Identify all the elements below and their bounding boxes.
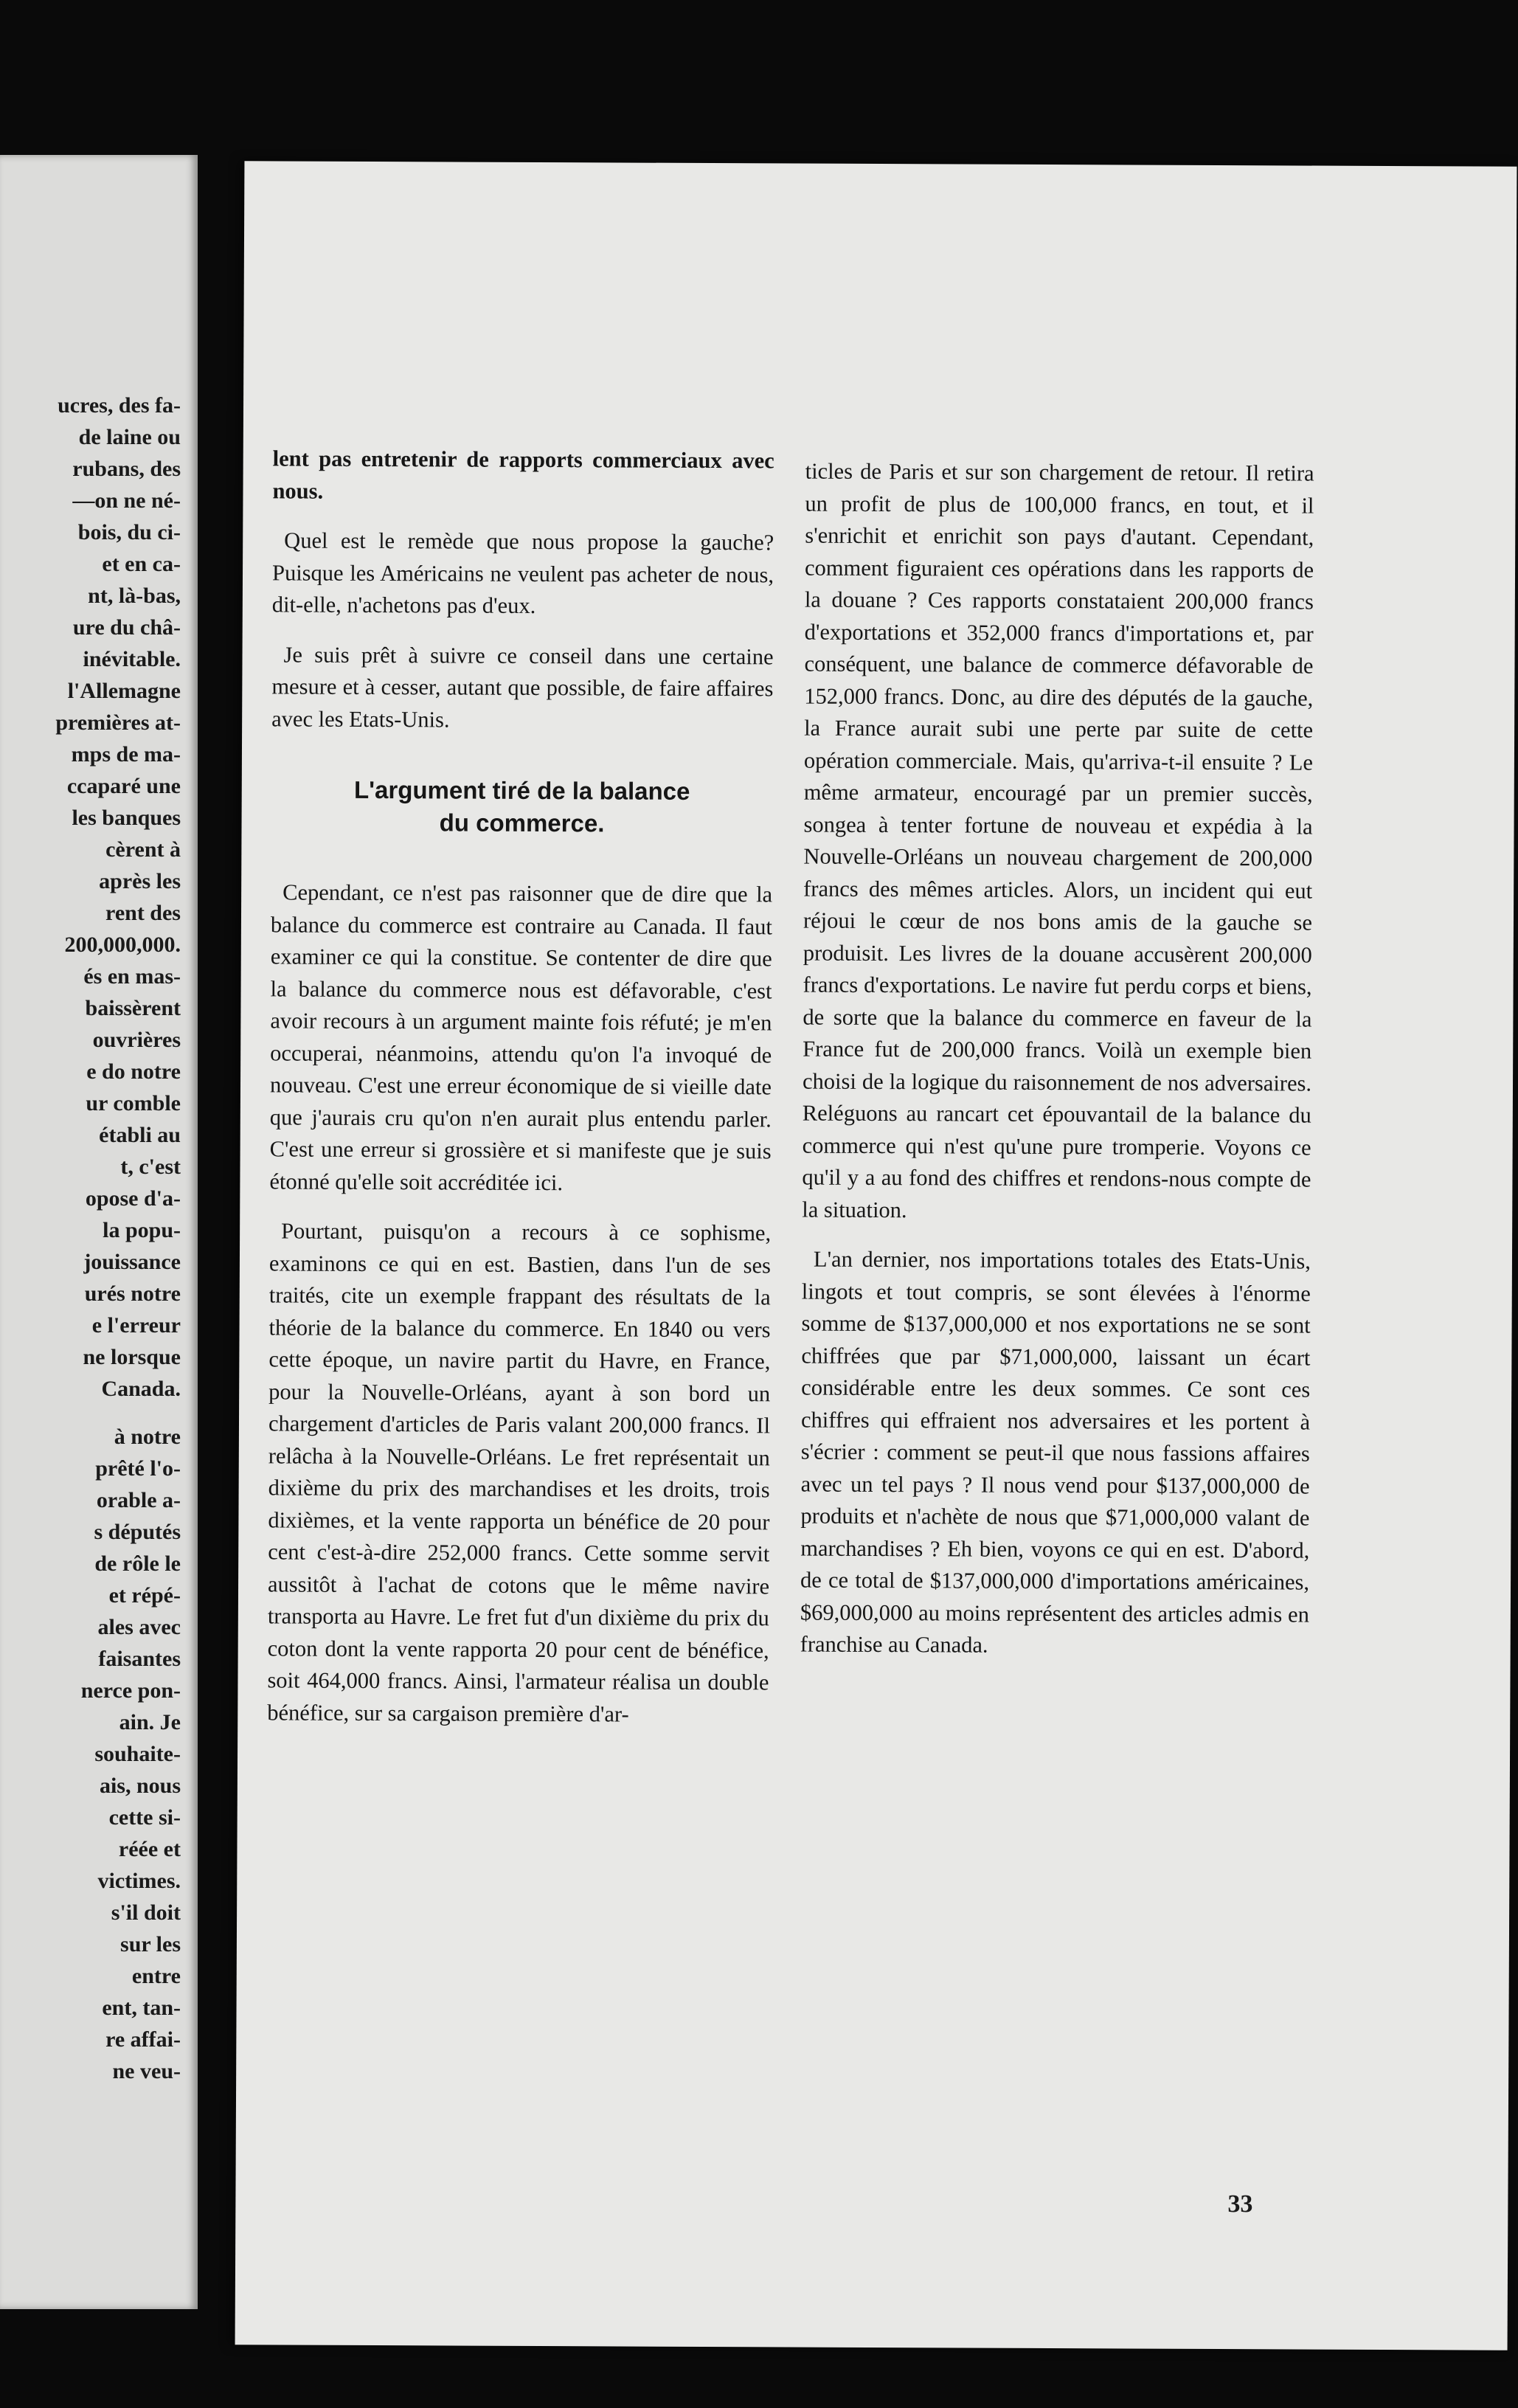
text-line: à notre <box>114 1425 181 1449</box>
paragraph: Quel est le remède que nous propose la gauche? Puisque les Américains ne veulent pas acheter de nous, dit-elle, n'achetons pas d'eux. <box>271 527 774 618</box>
text-line: Canada. <box>101 1377 181 1401</box>
paragraph: Je suis prêt à suivre ce conseil dans une certaine mesure et à cesser, autant que possible, de faire affaires avec les Etats-Unis. <box>271 641 774 732</box>
text-column-right <box>800 456 1314 1681</box>
text-line: ur comble <box>86 1091 181 1115</box>
text-line: réée et <box>118 1837 181 1861</box>
text-line: de rôle le <box>94 1551 181 1576</box>
text-line: ain. Je <box>119 1710 181 1734</box>
document-page <box>235 161 1517 2350</box>
text-line: opose d'a- <box>85 1186 181 1211</box>
text-line: orable a- <box>96 1488 181 1512</box>
paragraph: L'an dernier, nos importations totales des Etats-Unis, lingots et tout compris, se sont élevées à l'énorme somme de $137,000,000 et nos exportations ne se sont chiffrées que par $71,000,000, laissant un écart considérable entre les deux sommes. Ce sont ces chiffres qui effraient nos adversaires et les portent à s'écrier : comment se peut-il que nous fassions affaires avec un tel pays ? Il nous vend pour $137,000,000 de produits et n'achète de nous que $71,000,000 valant de marchandises ? Eh bien, voyons ce qui en est. D'abord, de ce total de $137,000,000 d'importations américaines, $69,000,000 au moins représentent des articles admis en franchise au Canada. <box>800 1246 1311 1658</box>
paragraph: Pourtant, puisqu'on a recours à ce sophisme, examinons ce qui en est. Bastien, dans l'un de ses traités, cite un exemple frappant des résultats de la théorie de la balance du commerce. En 1840 ou vers cette époque, un navire partit du Havre, en France, pour la Nouvelle-Orléans, ayant à son bord un chargement d'articles de Paris valant 200,000 francs. Il relâcha à la Nouvelle-Orléans. Le fret représentait un dixième du prix des marchandises et les droits, trois dixièmes, et la vente rapporta un bénéfice de 20 pour cent c'est-à-dire 252,000 francs. Cette somme servit aussitôt à l'achat de cotons que le même navire transporta au Havre. Le fret fut d'un dixième du prix du coton dont la vente rapporta 20 pour cent de bénéfice, soit 464,000 francs. Ainsi, l'armateur réalisa un double bénéfice, sur sa cargaison première d'ar- <box>267 1218 772 1727</box>
text-line: inévitable. <box>83 647 181 671</box>
text-line: ure du châ- <box>72 615 181 640</box>
text-line: ales avec <box>97 1615 181 1639</box>
adjacent-page <box>0 155 198 2309</box>
paragraph: Cependant, ce n'est pas raisonner que de dire que la balance du commerce est contraire au Canada. Il faut examiner ce qui la constitue. Se contenter de dire que la balance du commerce nous est défavorable, c'est avoir recours à un argument mainte fois réfuté; je m'en occuperai, néanmoins, attendu qu'on l'a invoqué de nouveau. C'est une erreur économique de si vieille date que j'aurais cru qu'on n'en aurait plus entendu parler. C'est une erreur si grossière et si manifeste que je suis étonné qu'elle soit accréditée ici. <box>269 879 773 1195</box>
text-line: 200,000,000. <box>64 933 181 957</box>
text-line: prêté l'o- <box>95 1456 181 1481</box>
text-line: de laine ou <box>78 425 181 449</box>
text-line: rent des <box>105 901 181 925</box>
text-line: ne veu- <box>112 2059 181 2083</box>
text-line: cèrent à <box>105 837 181 862</box>
text-line: mps de ma- <box>71 742 181 767</box>
text-line: ent, tan- <box>102 1996 181 2020</box>
text-line: nerce pon- <box>80 1678 181 1703</box>
text-line: ouvrières <box>92 1028 181 1052</box>
text-line: victimes. <box>97 1869 181 1893</box>
text-line: la popu- <box>103 1218 181 1242</box>
section-heading <box>271 773 772 840</box>
page-number: 33 <box>1227 2190 1253 2218</box>
text-line: souhaite- <box>94 1742 181 1766</box>
paragraph: ticles de Paris et sur son chargement de retour. Il retira un profit de plus de 100,000 francs, en tout, et il s'enrichit et enrichit son pays d'autant. Cependant, comment figuraient ces opérations dans les rapports de la douane ? Ces rapports constataient 200,000 francs d'exportations et 352,000 francs d'importations et, par conséquent, une balance de commerce défavorable de 152,000 francs. Donc, au dire des députés de la gauche, la France aurait subi une perte par suite de cette opération commerciale. Mais, qu'arriva-t-il ensuite ? Le même armateur, encouragé par un premier succès, songea à tenter fortune de nouveau et expédia à la Nouvelle-Orléans un nouveau chargement de 200,000 francs des mêmes articles. Alors, un incident qui eut réjoui le cœur de nos bons amis de la gauche se produisit. Les livres de la douane accusèrent 200,000 francs d'exportations. Le navire fut perdu corps et biens, de sorte que la balance du commerce en faveur de la France fut de 200,000 francs. Voilà un exemple bien choisi de la logique du raisonnement de nos adversaires. Reléguons au rancart cet épouvantail de la balance du commerce qui n'est qu'une pure tromperie. Voyons ce qu'il y a au fond des chiffres et rendons-nous compte de la situation. <box>802 458 1314 1222</box>
text-line: les banques <box>72 806 181 830</box>
text-line: t, c'est <box>120 1155 181 1179</box>
text-line: urés notre <box>84 1281 181 1306</box>
text-line: premières at- <box>55 710 181 735</box>
text-line: et répé- <box>108 1583 181 1608</box>
text-line: ccaparé une <box>66 774 181 798</box>
text-line: —on ne né- <box>72 488 181 513</box>
text-line: et en ca- <box>102 552 181 576</box>
adjacent-page-block-1 <box>0 390 181 1405</box>
adjacent-page-text <box>0 390 181 2087</box>
text-line: faisantes <box>98 1647 181 1671</box>
section-heading-line: L'argument tiré de la balance <box>353 775 690 805</box>
text-line: e do notre <box>86 1059 181 1084</box>
text-line: re affai- <box>105 2027 181 2052</box>
text-line: l'Allemagne <box>67 679 181 703</box>
text-line: ais, nous <box>99 1774 181 1798</box>
text-column-left <box>267 443 774 1748</box>
paragraph: lent pas entretenir de rapports commerciaux avec nous. <box>272 446 774 504</box>
text-line: jouissance <box>83 1250 181 1274</box>
text-line: bois, du ci- <box>77 520 181 544</box>
text-line: sur les <box>120 1932 181 1957</box>
text-line: és en mas- <box>83 964 181 989</box>
adjacent-page-block-2 <box>0 1421 181 2087</box>
text-line: établi au <box>99 1123 181 1147</box>
text-line: cette si- <box>108 1805 181 1830</box>
text-line: entre <box>131 1964 181 1988</box>
text-line: e l'erreur <box>91 1313 181 1338</box>
text-line: rubans, des <box>72 457 181 481</box>
text-line: ucres, des fa- <box>58 393 181 418</box>
text-line: s'il doit <box>111 1900 181 1925</box>
text-line: s députés <box>94 1520 181 1544</box>
text-line: baissèrent <box>85 996 181 1020</box>
text-line: ne lorsque <box>83 1345 181 1369</box>
text-line: nt, là-bas, <box>88 584 181 608</box>
text-line: après les <box>99 869 181 893</box>
section-heading-line: du commerce. <box>439 809 605 837</box>
